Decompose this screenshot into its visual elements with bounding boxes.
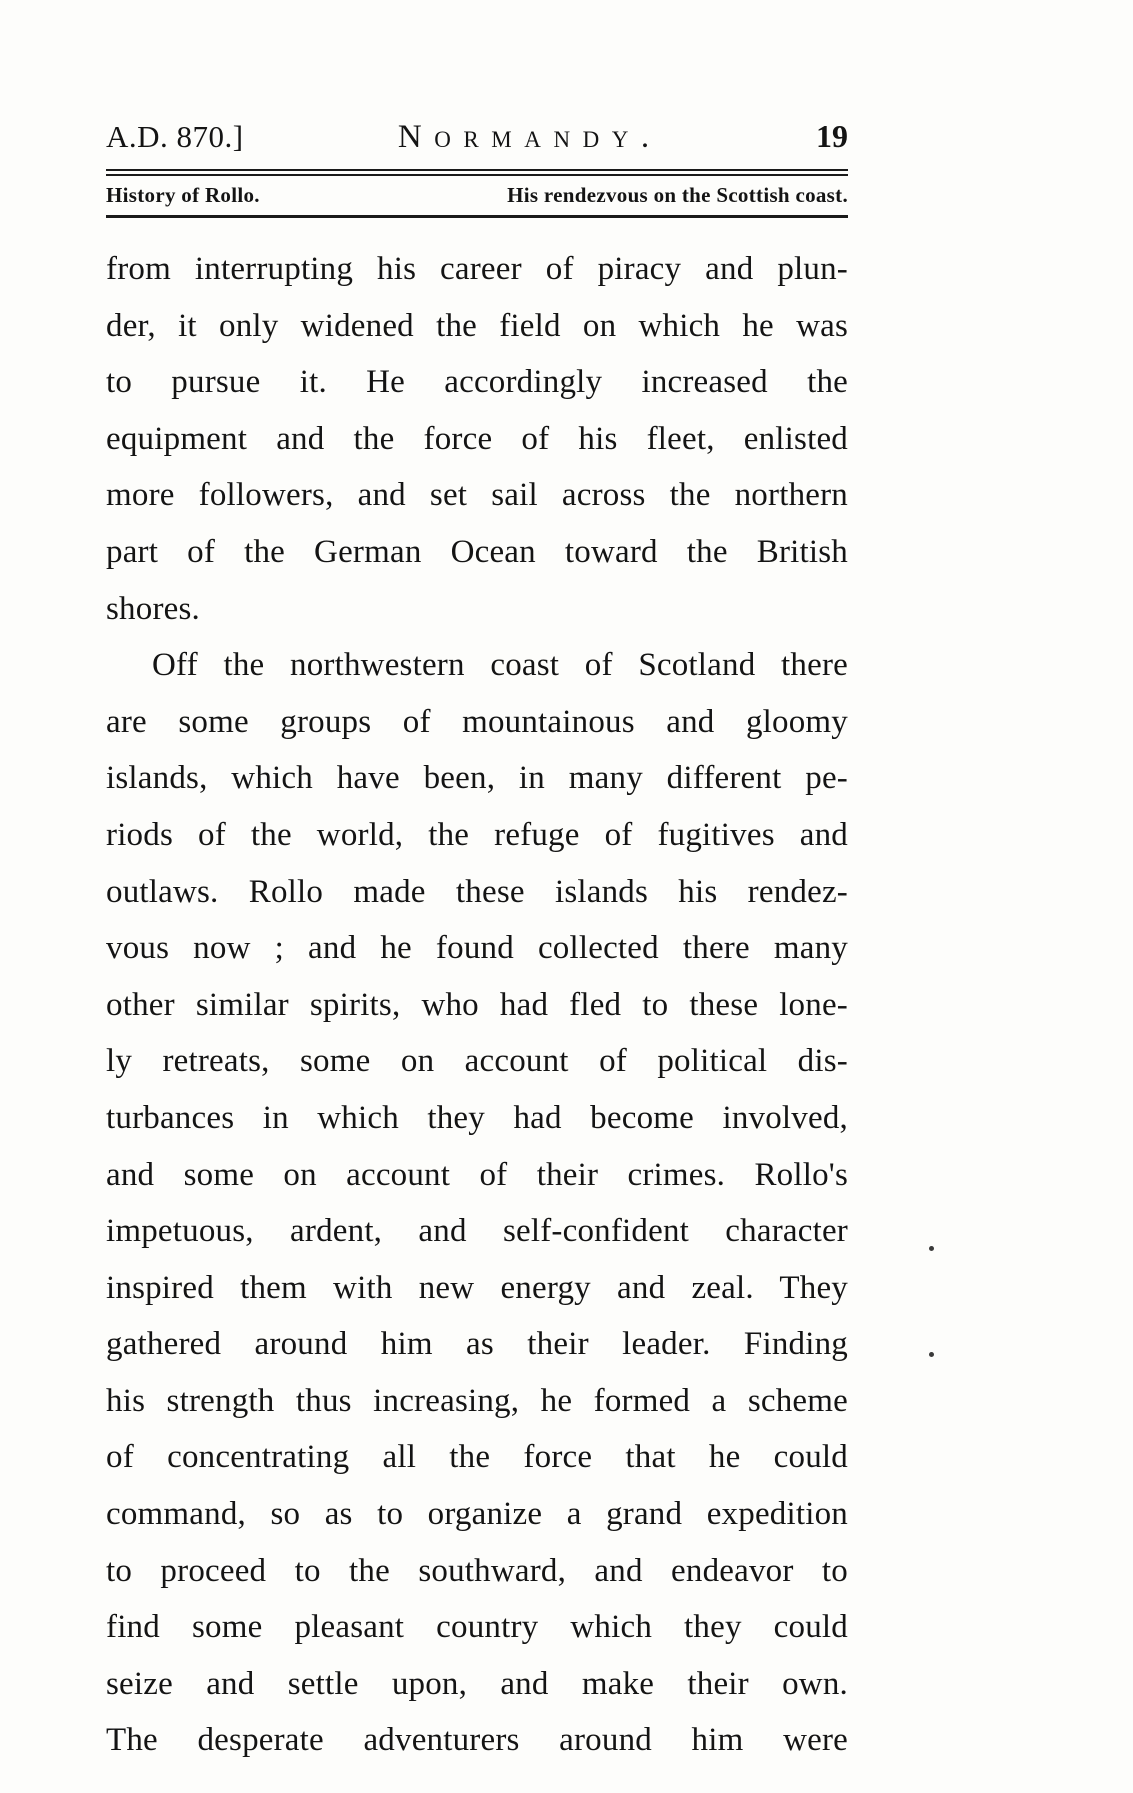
body-line: command, so as to organize a grand expedition — [106, 1496, 848, 1533]
body-line: part of the German Ocean toward the British — [106, 533, 848, 570]
body-line: of concentrating all the force that he could — [106, 1439, 848, 1476]
body-text — [106, 241, 848, 1769]
body-line: his strength thus increasing, he formed a scheme — [106, 1382, 848, 1419]
body-line: der, it only widened the field on which he was — [106, 307, 848, 344]
page-content — [106, 118, 848, 1769]
header-title: Normandy. — [397, 119, 662, 155]
body-line: equipment and the force of his fleet, enlisted — [106, 420, 848, 457]
body-line: vous now ; and he found collected there many — [106, 930, 848, 967]
running-heads — [106, 183, 848, 208]
body-line: Off the northwestern coast of Scotland there — [152, 647, 848, 684]
body-line: and some on account of their crimes. Rollo's — [106, 1156, 848, 1193]
double-rule — [106, 169, 848, 176]
scan-speck — [929, 1246, 934, 1251]
body-line: more followers, and set sail across the northern — [106, 477, 848, 514]
running-head-right: His rendezvous on the Scottish coast. — [507, 183, 848, 207]
running-head-left: History of Rollo. — [106, 183, 260, 207]
body-line: The desperate adventurers around him were — [106, 1722, 848, 1759]
single-rule — [106, 215, 848, 218]
page-number: 19 — [816, 118, 848, 154]
page-header — [106, 118, 848, 156]
scan-speck — [929, 1352, 934, 1357]
body-line: ly retreats, some on account of political dis- — [106, 1043, 848, 1080]
body-line: inspired them with new energy and zeal. They — [106, 1269, 848, 1306]
body-line: to pursue it. He accordingly increased the — [106, 364, 848, 401]
body-line: to proceed to the southward, and endeavor to — [106, 1552, 848, 1589]
body-line: seize and settle upon, and make their own. — [106, 1665, 848, 1702]
body-line: other similar spirits, who had fled to these lone- — [106, 986, 848, 1023]
body-line: gathered around him as their leader. Finding — [106, 1326, 848, 1363]
body-line: outlaws. Rollo made these islands his rendez- — [106, 873, 848, 910]
body-line: shores. — [106, 590, 200, 627]
body-line: from interrupting his career of piracy and plun- — [106, 251, 848, 287]
body-line: impetuous, ardent, and self-confident character — [106, 1213, 848, 1250]
body-line: turbances in which they had become involved, — [106, 1099, 848, 1136]
body-line: find some pleasant country which they could — [106, 1609, 848, 1646]
body-line: are some groups of mountainous and gloomy — [106, 703, 848, 740]
body-line: islands, which have been, in many different pe- — [106, 760, 848, 797]
header-date: A.D. 870.] — [106, 119, 244, 154]
body-line: riods of the world, the refuge of fugitives and — [106, 816, 848, 853]
